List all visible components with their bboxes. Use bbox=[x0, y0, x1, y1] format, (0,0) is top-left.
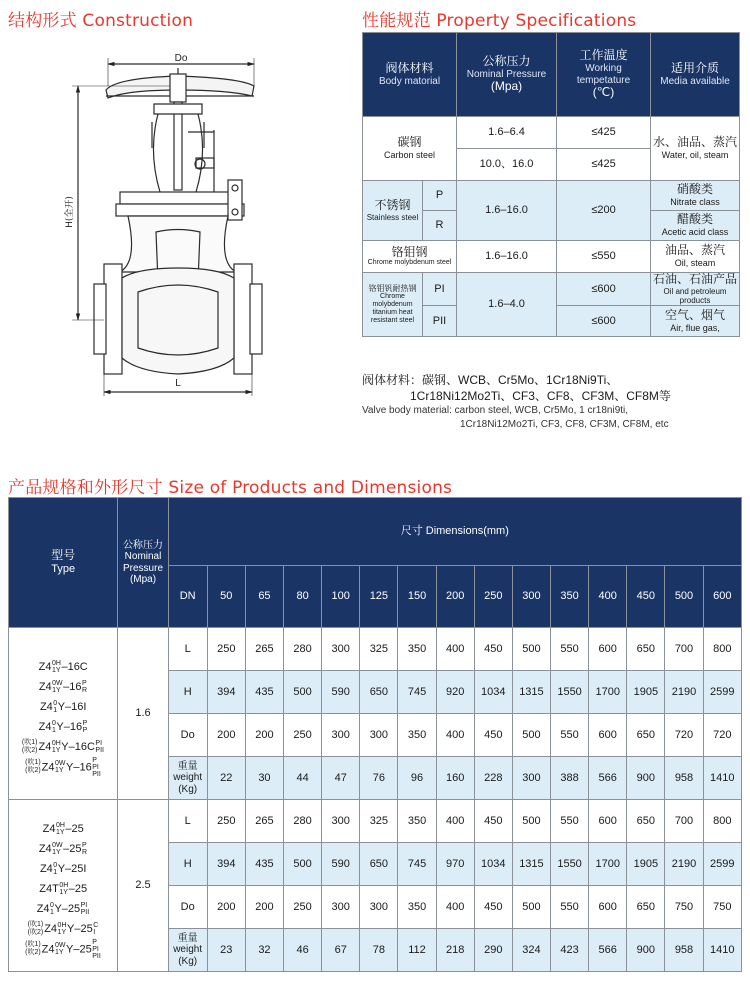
dn-100: 100 bbox=[322, 566, 360, 628]
dimension-value: 228 bbox=[474, 757, 512, 800]
dn-150: 150 bbox=[398, 566, 436, 628]
model-list bbox=[9, 628, 118, 800]
dimension-value: 745 bbox=[398, 671, 436, 714]
dimension-value: 590 bbox=[322, 671, 360, 714]
dimension-value: 650 bbox=[627, 800, 665, 843]
dimension-value: 600 bbox=[589, 628, 627, 671]
header-media-available: 适用介质 Media available bbox=[651, 33, 740, 117]
dimension-value: 350 bbox=[398, 886, 436, 929]
dimension-value: 350 bbox=[398, 628, 436, 671]
table-row bbox=[363, 181, 740, 211]
l-dimension-label: L bbox=[175, 378, 181, 389]
row-label-do: Do bbox=[168, 714, 207, 757]
heat-pressure: 1.6–4.0 bbox=[457, 273, 557, 337]
dimension-value: 300 bbox=[360, 714, 398, 757]
table-row bbox=[363, 241, 740, 273]
dimension-value: 324 bbox=[512, 929, 550, 972]
dimension-value: 160 bbox=[436, 757, 474, 800]
row-label-h: H bbox=[168, 843, 207, 886]
dimension-value: 550 bbox=[551, 886, 589, 929]
header-nominal-pressure: 公称压力 Nominal Pressure (Mpa) bbox=[457, 33, 557, 117]
dimension-value: 1700 bbox=[589, 671, 627, 714]
dimension-value: 800 bbox=[703, 628, 741, 671]
dimension-value: 30 bbox=[245, 757, 283, 800]
dn-500: 500 bbox=[665, 566, 703, 628]
dimension-value: 22 bbox=[207, 757, 245, 800]
table-row bbox=[363, 273, 740, 306]
dimension-value: 650 bbox=[627, 886, 665, 929]
dimension-value: 600 bbox=[589, 800, 627, 843]
do-dimension-label: Do bbox=[174, 53, 188, 64]
material-stainless-steel: 不锈钢 Stainless steel bbox=[363, 181, 423, 241]
dimension-value: 350 bbox=[398, 800, 436, 843]
dimension-value: 550 bbox=[551, 800, 589, 843]
carbon-media: 水、油品、蒸汽 Water, oil, steam bbox=[651, 117, 740, 181]
dn-125: 125 bbox=[360, 566, 398, 628]
dimension-value: 500 bbox=[284, 843, 322, 886]
dimension-value: 650 bbox=[627, 714, 665, 757]
dimension-value: 900 bbox=[627, 929, 665, 972]
dn-50: 50 bbox=[207, 566, 245, 628]
dn-600: 600 bbox=[703, 566, 741, 628]
dimension-value: 218 bbox=[436, 929, 474, 972]
stainless-grade-r: R bbox=[423, 211, 457, 241]
material-note-zh-line2: 1Cr18Ni12Mo2Ti、CF3、CF8、CF3M、CF8M等 bbox=[410, 389, 671, 403]
model-number: (吹1) (吹2) Z4 0W 1Y Y–25 P PI PII bbox=[25, 938, 101, 960]
model-number: Z4 0W 1Y –16 P R bbox=[38, 679, 88, 694]
dimension-value: 250 bbox=[207, 628, 245, 671]
dimension-value: 394 bbox=[207, 671, 245, 714]
dimension-value: 958 bbox=[665, 929, 703, 972]
model-number: (吹1) (吹2) Z4 0H 1Y Y–25 C I bbox=[27, 920, 99, 936]
heat-grade-pii: PII bbox=[423, 306, 457, 337]
dimension-value: 750 bbox=[703, 886, 741, 929]
row-label-weight: 重量 weight (Kg) bbox=[168, 757, 207, 800]
chrome-pressure: 1.6–16.0 bbox=[457, 241, 557, 273]
dn-250: 250 bbox=[474, 566, 512, 628]
dimension-value: 200 bbox=[245, 886, 283, 929]
table-row bbox=[363, 117, 740, 149]
model-number: Z4 0 1 Y–25I bbox=[39, 861, 87, 876]
dimension-value: 700 bbox=[665, 628, 703, 671]
dimension-value: 920 bbox=[436, 671, 474, 714]
dimension-value: 1905 bbox=[627, 671, 665, 714]
dimension-value: 450 bbox=[474, 628, 512, 671]
dn-350: 350 bbox=[551, 566, 589, 628]
dimension-value: 435 bbox=[245, 671, 283, 714]
dimension-value: 2599 bbox=[703, 671, 741, 714]
dimension-value: 500 bbox=[512, 886, 550, 929]
dimension-value: 200 bbox=[207, 714, 245, 757]
dimension-value: 566 bbox=[589, 757, 627, 800]
dimension-value: 650 bbox=[360, 843, 398, 886]
heat-temp-1: ≤600 bbox=[557, 273, 651, 306]
size-dimensions-table bbox=[8, 497, 742, 972]
dimension-value: 2190 bbox=[665, 671, 703, 714]
heat-media-air: 空气、烟气 Air, flue gas, bbox=[651, 306, 740, 337]
model-number: Z4 0 1 Y–16I bbox=[39, 699, 87, 714]
dimension-value: 800 bbox=[703, 800, 741, 843]
model-number: Z4 0 1 Y–16 P P bbox=[38, 719, 88, 734]
dimension-value: 200 bbox=[207, 886, 245, 929]
row-label-h: H bbox=[168, 671, 207, 714]
dimension-value: 394 bbox=[207, 843, 245, 886]
row-label-do: Do bbox=[168, 886, 207, 929]
dimension-value: 1034 bbox=[474, 671, 512, 714]
dimension-value: 300 bbox=[322, 714, 360, 757]
nominal-pressure-value: 1.6 bbox=[118, 628, 168, 800]
dimension-value: 500 bbox=[512, 714, 550, 757]
stainless-temp: ≤200 bbox=[557, 181, 651, 241]
model-number: Z4 0W 1Y –25 P R bbox=[38, 841, 88, 856]
dimension-value: 400 bbox=[436, 886, 474, 929]
dimension-value: 300 bbox=[322, 886, 360, 929]
material-note-zh-line1: 阀体材料：碳钢、WCB、Cr5Mo、1Cr18Ni9Ti、 bbox=[362, 373, 619, 387]
dimension-value: 44 bbox=[284, 757, 322, 800]
dimension-value: 550 bbox=[551, 714, 589, 757]
dimension-value: 290 bbox=[474, 929, 512, 972]
stainless-media-acetic: 醋酸类 Acetic acid class bbox=[651, 211, 740, 241]
dimension-value: 388 bbox=[551, 757, 589, 800]
row-label-weight: 重量 weight (Kg) bbox=[168, 929, 207, 972]
dimension-value: 250 bbox=[207, 800, 245, 843]
dimension-value: 550 bbox=[551, 628, 589, 671]
dimension-value: 47 bbox=[322, 757, 360, 800]
dimension-value: 280 bbox=[284, 800, 322, 843]
table-row bbox=[9, 628, 742, 671]
material-heat-resistant-steel: 铬钼钒耐热钢 Chrome molybdenum titanium heat resistant steel bbox=[363, 273, 423, 337]
material-note-en-line2: 1Cr18Ni12Mo2Ti, CF3, CF8, CF3M, CF8M, etc bbox=[460, 419, 669, 430]
dimension-value: 720 bbox=[703, 714, 741, 757]
dimension-value: 265 bbox=[245, 800, 283, 843]
gate-valve-drawing bbox=[65, 52, 338, 397]
h-dimension-label: H(全开) bbox=[65, 196, 75, 228]
material-chrome-molybdenum: 铬钼钢 Chrome molybdenum steel bbox=[363, 241, 457, 273]
property-title: 性能规范 Property Specifications bbox=[362, 11, 637, 31]
header-dn: DN bbox=[168, 566, 207, 628]
heat-media-oil: 石油、石油产品 Oil and petroleum products bbox=[651, 273, 740, 306]
dimension-value: 1550 bbox=[551, 843, 589, 886]
dn-200: 200 bbox=[436, 566, 474, 628]
header-type: 型号 Type bbox=[9, 498, 118, 628]
dimension-value: 23 bbox=[207, 929, 245, 972]
dimension-value: 1700 bbox=[589, 843, 627, 886]
row-label-l: L bbox=[168, 628, 207, 671]
dimension-value: 46 bbox=[284, 929, 322, 972]
dimension-value: 325 bbox=[360, 800, 398, 843]
dimension-value: 78 bbox=[360, 929, 398, 972]
dn-400: 400 bbox=[589, 566, 627, 628]
header-dimensions: 尺寸 Dimensions(mm) bbox=[168, 498, 741, 566]
heat-temp-2: ≤600 bbox=[557, 306, 651, 337]
dimension-value: 300 bbox=[322, 628, 360, 671]
dimension-value: 970 bbox=[436, 843, 474, 886]
dimension-value: 400 bbox=[436, 628, 474, 671]
dimension-value: 280 bbox=[284, 628, 322, 671]
dimension-value: 450 bbox=[474, 800, 512, 843]
dimension-value: 250 bbox=[284, 886, 322, 929]
header-working-temperature: 工作温度 Working tempetature (℃) bbox=[557, 33, 651, 117]
stainless-pressure: 1.6–16.0 bbox=[457, 181, 557, 241]
dimension-value: 500 bbox=[512, 800, 550, 843]
dimension-value: 1315 bbox=[512, 843, 550, 886]
dimension-value: 300 bbox=[322, 800, 360, 843]
carbon-temp-1: ≤425 bbox=[557, 117, 651, 149]
dimension-value: 400 bbox=[436, 714, 474, 757]
dimension-value: 435 bbox=[245, 843, 283, 886]
dimension-value: 2599 bbox=[703, 843, 741, 886]
material-note-en-line1: Valve body material: carbon steel, WCB, Cr5Mo, 1 cr18ni9ti, bbox=[362, 405, 629, 416]
model-number: Z4 0H 1Y –16C bbox=[38, 659, 88, 674]
carbon-pressure-2: 10.0、16.0 bbox=[457, 149, 557, 181]
dimension-value: 500 bbox=[512, 628, 550, 671]
dimension-value: 958 bbox=[665, 757, 703, 800]
dn-65: 65 bbox=[245, 566, 283, 628]
header-nominal-pressure: 公称压力 Nominal Pressure (Mpa) bbox=[118, 498, 168, 628]
chrome-media: 油品、蒸汽 Oil, steam bbox=[651, 241, 740, 273]
dimension-value: 600 bbox=[589, 886, 627, 929]
dimension-value: 650 bbox=[360, 671, 398, 714]
dimension-value: 265 bbox=[245, 628, 283, 671]
model-number: Z4 0H 1Y –25 bbox=[42, 821, 84, 836]
dimension-value: 750 bbox=[665, 886, 703, 929]
dimension-value: 590 bbox=[322, 843, 360, 886]
dimension-value: 350 bbox=[398, 714, 436, 757]
dimension-value: 1905 bbox=[627, 843, 665, 886]
nominal-pressure-value: 2.5 bbox=[118, 800, 168, 972]
dimension-value: 1410 bbox=[703, 757, 741, 800]
dimension-value: 300 bbox=[360, 886, 398, 929]
material-carbon-steel: 碳钢 Carbon steel bbox=[363, 117, 457, 181]
dimension-value: 700 bbox=[665, 800, 703, 843]
dimension-value: 32 bbox=[245, 929, 283, 972]
dimension-value: 112 bbox=[398, 929, 436, 972]
dimension-value: 96 bbox=[398, 757, 436, 800]
carbon-pressure-1: 1.6–6.4 bbox=[457, 117, 557, 149]
size-title: 产品规格和外形尺寸 Size of Products and Dimensions bbox=[8, 478, 453, 498]
dn-300: 300 bbox=[512, 566, 550, 628]
property-specifications-table bbox=[362, 32, 740, 337]
dimension-value: 423 bbox=[551, 929, 589, 972]
dn-450: 450 bbox=[627, 566, 665, 628]
dimension-value: 566 bbox=[589, 929, 627, 972]
carbon-temp-2: ≤425 bbox=[557, 149, 651, 181]
model-number: (吹1) (吹2) Z4 0H 1Y Y–16C PI PII bbox=[21, 738, 104, 754]
stainless-media-nitrate: 硝酸类 Nitrate class bbox=[651, 181, 740, 211]
header-body-material: 阀体材料 Body matorial bbox=[363, 33, 457, 117]
dimension-value: 900 bbox=[627, 757, 665, 800]
dimension-value: 745 bbox=[398, 843, 436, 886]
dimension-value: 1550 bbox=[551, 671, 589, 714]
size-header-row bbox=[9, 498, 742, 566]
dimension-value: 600 bbox=[589, 714, 627, 757]
model-number: Z4 0 1 Y–25 PI PII bbox=[36, 901, 90, 916]
dimension-value: 250 bbox=[284, 714, 322, 757]
model-number: (吹1) (吹2) Z4 0W 1Y Y–16 P PI PII bbox=[25, 756, 101, 778]
dimension-value: 500 bbox=[284, 671, 322, 714]
construction-title: 结构形式 Construction bbox=[8, 11, 194, 31]
model-list bbox=[9, 800, 118, 972]
dimension-value: 650 bbox=[627, 628, 665, 671]
dimension-value: 67 bbox=[322, 929, 360, 972]
dimension-value: 300 bbox=[512, 757, 550, 800]
dimension-value: 76 bbox=[360, 757, 398, 800]
dimension-value: 200 bbox=[245, 714, 283, 757]
stainless-grade-p: P bbox=[423, 181, 457, 211]
row-label-l: L bbox=[168, 800, 207, 843]
dimension-value: 1315 bbox=[512, 671, 550, 714]
dimension-value: 450 bbox=[474, 714, 512, 757]
dimension-value: 1410 bbox=[703, 929, 741, 972]
dimension-value: 400 bbox=[436, 800, 474, 843]
heat-grade-pi: PI bbox=[423, 273, 457, 306]
dimension-value: 1034 bbox=[474, 843, 512, 886]
model-number: Z4T 0H 1Y –25 bbox=[39, 881, 88, 896]
dimension-value: 2190 bbox=[665, 843, 703, 886]
dn-80: 80 bbox=[284, 566, 322, 628]
property-header-row bbox=[363, 33, 740, 117]
chrome-temp: ≤550 bbox=[557, 241, 651, 273]
dimension-value: 450 bbox=[474, 886, 512, 929]
dimension-value: 720 bbox=[665, 714, 703, 757]
table-row bbox=[9, 800, 742, 843]
dimension-value: 325 bbox=[360, 628, 398, 671]
